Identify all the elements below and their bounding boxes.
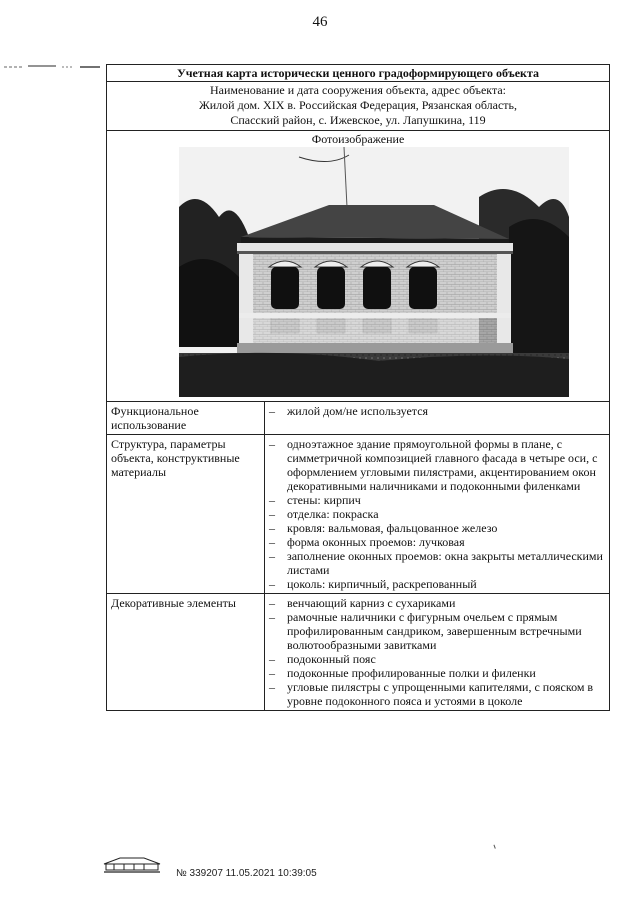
window-1 xyxy=(269,261,301,309)
row-decoration xyxy=(107,594,609,710)
record-card xyxy=(106,64,610,711)
list-item: – угловые пилястры с упрощенными капителями, с пояском в уровне подоконного пояса и устоями в цоколе xyxy=(269,680,594,708)
card-title: Учетная карта исторически ценного градоформирующего объекта xyxy=(107,65,609,82)
dash-marker: – xyxy=(269,535,275,549)
dash-marker: – xyxy=(269,404,275,418)
list-item: – венчающий карниз с сухариками xyxy=(269,596,456,610)
document-registration: № 339207 11.05.2021 10:39:05 xyxy=(176,868,317,879)
row-label: Функциональное использование xyxy=(107,402,265,434)
list-item: – отделка: покраска xyxy=(269,507,379,521)
list-item: – стены: кирпич xyxy=(269,493,361,507)
margin-marks xyxy=(4,64,100,70)
name-line: Наименование и дата сооружения объекта, адрес объекта: xyxy=(209,83,507,97)
list-item: – подоконный пояс xyxy=(269,652,376,666)
window-2 xyxy=(315,261,347,309)
house-photo xyxy=(179,147,569,397)
list-item: – жилой дом/не используется xyxy=(269,404,429,418)
stray-mark xyxy=(493,843,499,848)
list-item: – заполнение оконных проемов: окна закрыты металлическими листами xyxy=(269,549,603,577)
list-item: – подоконные профилированные полки и филенки xyxy=(269,666,536,680)
window-4 xyxy=(407,261,439,309)
row-items xyxy=(265,594,609,710)
name-line: Спасский район, с. Ижевское, ул. Лапушкина, 119 xyxy=(230,113,486,127)
list-item: – одноэтажное здание прямоугольной формы в плане, с симметричной композицией главного фасада в четыре оси, с оформлением угловыми пилястрами, акцентированием окон декоративными наличниками и подоконными филенками xyxy=(269,437,598,493)
row-items xyxy=(265,402,609,434)
registry-stamp-logo xyxy=(100,852,164,874)
list-item: – кровля: вальмовая, фальцованное железо xyxy=(269,521,498,535)
dash-marker: – xyxy=(269,521,275,535)
dash-marker: – xyxy=(269,596,275,610)
row-items xyxy=(265,435,609,593)
window-3 xyxy=(361,261,393,309)
list-item: – форма оконных проемов: лучковая xyxy=(269,535,465,549)
dash-marker: – xyxy=(269,507,275,521)
row-label: Структура, параметры объекта, конструктивные материалы xyxy=(107,435,265,593)
row-structure xyxy=(107,435,609,594)
photo-section xyxy=(107,131,609,402)
dash-marker: – xyxy=(269,549,275,563)
dash-marker: – xyxy=(269,610,275,624)
dash-marker: – xyxy=(269,437,275,451)
house-photo-image xyxy=(179,147,569,397)
row-label: Декоративные элементы xyxy=(107,594,265,710)
dash-marker: – xyxy=(269,680,275,694)
dash-marker: – xyxy=(269,666,275,680)
dash-marker: – xyxy=(269,652,275,666)
dash-marker: – xyxy=(269,577,275,591)
name-line: Жилой дом. XIX в. Российская Федерация, Рязанская область, xyxy=(198,98,518,112)
list-item: – цоколь: кирпичный, раскрепованный xyxy=(269,577,477,591)
row-function xyxy=(107,402,609,435)
page-number: 46 xyxy=(312,14,328,30)
object-name-address xyxy=(107,82,609,131)
photo-caption: Фотоизображение xyxy=(311,132,405,146)
list-item: – рамочные наличники с фигурным очельем с прямым профилированным сандриком, завершенным встречными волютообразными завитками xyxy=(269,610,582,652)
dash-marker: – xyxy=(269,493,275,507)
